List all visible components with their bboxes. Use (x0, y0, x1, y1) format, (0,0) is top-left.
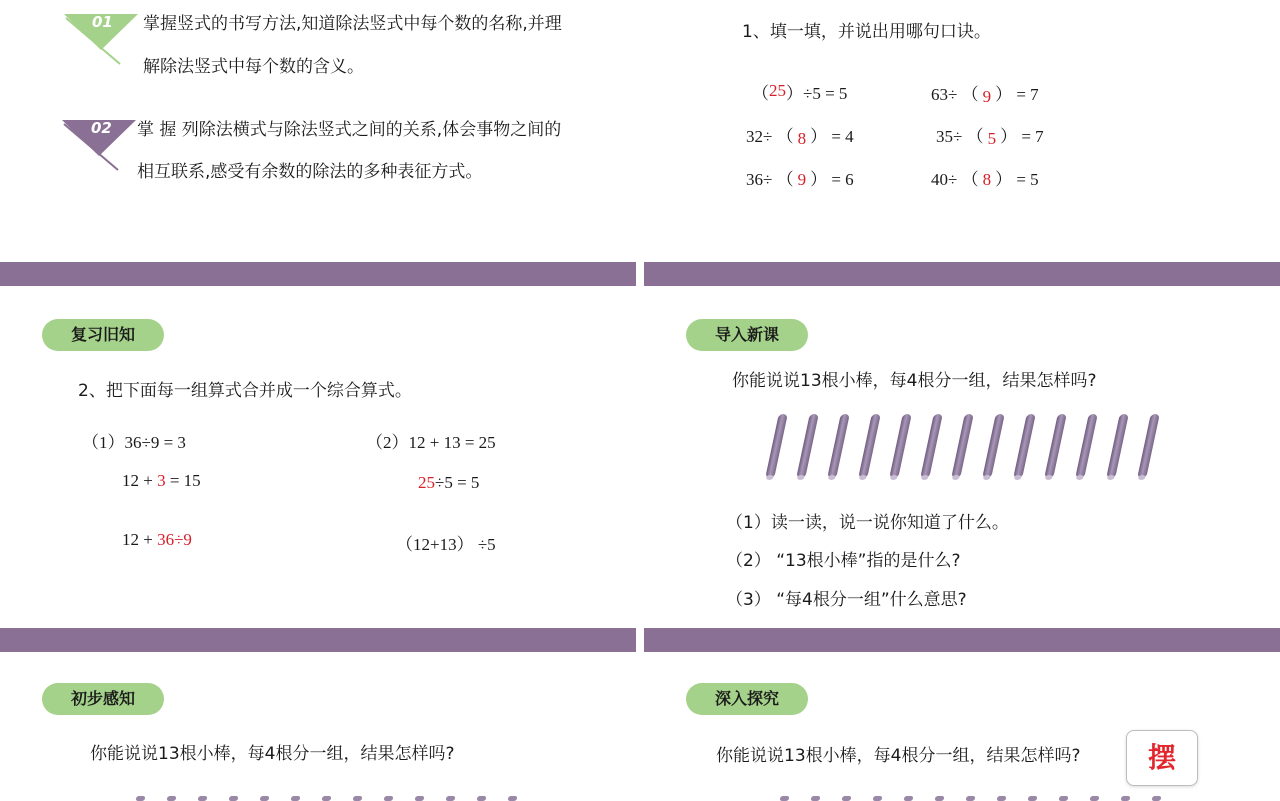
section-tag-perception: 初步感知 (42, 683, 164, 715)
stick (996, 796, 1006, 801)
stick (827, 414, 850, 478)
goal-1-line-2: 解除法竖式中每个数的含义。 (143, 57, 364, 77)
stick (841, 796, 851, 801)
section-tag-explore: 深入探究 (686, 683, 808, 715)
divider-band (644, 262, 1280, 286)
explore-question: 你能说说13根小棒，每4根分一组，结果怎样吗? (716, 746, 1081, 766)
sticks-row (772, 414, 1172, 484)
stick (920, 414, 943, 478)
divider-band (0, 262, 636, 286)
answer: 9 (797, 170, 807, 189)
stick (507, 796, 517, 801)
intro-q2: （2） “13根小棒”指的是什么? (726, 551, 961, 571)
stick (810, 796, 820, 801)
eq-row-1-right: 63÷ （ 9 ） = 7 (931, 85, 1039, 106)
stick (1120, 796, 1130, 801)
stick (290, 796, 300, 801)
stick (965, 796, 975, 801)
eq-row-3-left: 36÷ （ 9 ） = 6 (746, 170, 854, 189)
eq-row-2-left: 32÷ （ 8 ） = 4 (746, 127, 854, 148)
stick (259, 796, 269, 801)
stick (1027, 796, 1037, 801)
goal-badge-01-label: 01 (92, 13, 113, 31)
group-2-step-2: 25÷5 = 5 (418, 473, 480, 492)
stick (1137, 414, 1160, 478)
stick (197, 796, 207, 801)
stick (1044, 414, 1067, 478)
perception-question: 你能说说13根小棒，每4根分一组，结果怎样吗? (90, 744, 455, 764)
stick (872, 796, 882, 801)
stick (951, 414, 974, 478)
stick (166, 796, 176, 801)
review-question: 2、把下面每一组算式合并成一个综合算式。 (78, 381, 412, 401)
stick (779, 796, 789, 801)
fill-in-question: 1、填一填，并说出用哪句口诀。 (742, 22, 991, 42)
intro-q1: （1）读一读，说一说你知道了什么。 (726, 513, 1009, 533)
intro-q3: （3） “每4根分一组”什么意思? (726, 590, 967, 610)
stick (1089, 796, 1099, 801)
answer: 8 (982, 170, 992, 189)
stick (858, 414, 881, 478)
eq-row-1-left: （25）÷5 = 5 (752, 81, 848, 103)
stick (982, 414, 1005, 478)
divider-band (644, 628, 1280, 652)
group-1-step-2: 12 + 3 = 15 (122, 471, 201, 490)
eq-row-2-right: 35÷ （ 5 ） = 7 (936, 127, 1044, 148)
arrange-button[interactable]: 摆 (1126, 730, 1198, 786)
sticks-row-partial (780, 796, 1180, 800)
sticks-row-partial (136, 796, 536, 800)
group-1-combined: 12 + 36÷9 (122, 530, 192, 549)
stick (1151, 796, 1161, 801)
divider-band (0, 628, 636, 652)
stick (1106, 414, 1129, 478)
stick (135, 796, 145, 801)
intro-question: 你能说说13根小棒，每4根分一组，结果怎样吗? (732, 371, 1097, 391)
goal-badge-02-label: 02 (91, 119, 112, 137)
section-tag-review: 复习旧知 (42, 319, 164, 351)
goal-2-line-1: 掌 握 列除法横式与除法竖式之间的关系,体会事物之间的 (137, 120, 562, 140)
stick (414, 796, 424, 801)
group-2-title: （2）12 + 13 = 25 (366, 433, 496, 452)
group-1-title: （1）36÷9 = 3 (82, 433, 186, 452)
stick (1058, 796, 1068, 801)
stick (228, 796, 238, 801)
answer: 9 (982, 87, 992, 106)
stick (934, 796, 944, 801)
stick (321, 796, 331, 801)
stick (383, 796, 393, 801)
stick (1013, 414, 1036, 478)
goal-1-line-1: 掌握竖式的书写方法,知道除法竖式中每个数的名称,并理 (143, 14, 562, 34)
stick (476, 796, 486, 801)
stick (765, 414, 788, 478)
goal-2-line-2: 相互联系,感受有余数的除法的多种表征方式。 (137, 162, 483, 182)
answer: 8 (797, 129, 807, 148)
stick (445, 796, 455, 801)
answer: 5 (987, 129, 997, 148)
answer: 25 (769, 81, 786, 100)
eq-row-3-right: 40÷ （ 8 ） = 5 (931, 170, 1039, 189)
stick (889, 414, 912, 478)
stick (352, 796, 362, 801)
group-2-combined: （12+13） ÷5 (396, 535, 496, 554)
stick (903, 796, 913, 801)
stick (1075, 414, 1098, 478)
stick (796, 414, 819, 478)
section-tag-intro: 导入新课 (686, 319, 808, 351)
